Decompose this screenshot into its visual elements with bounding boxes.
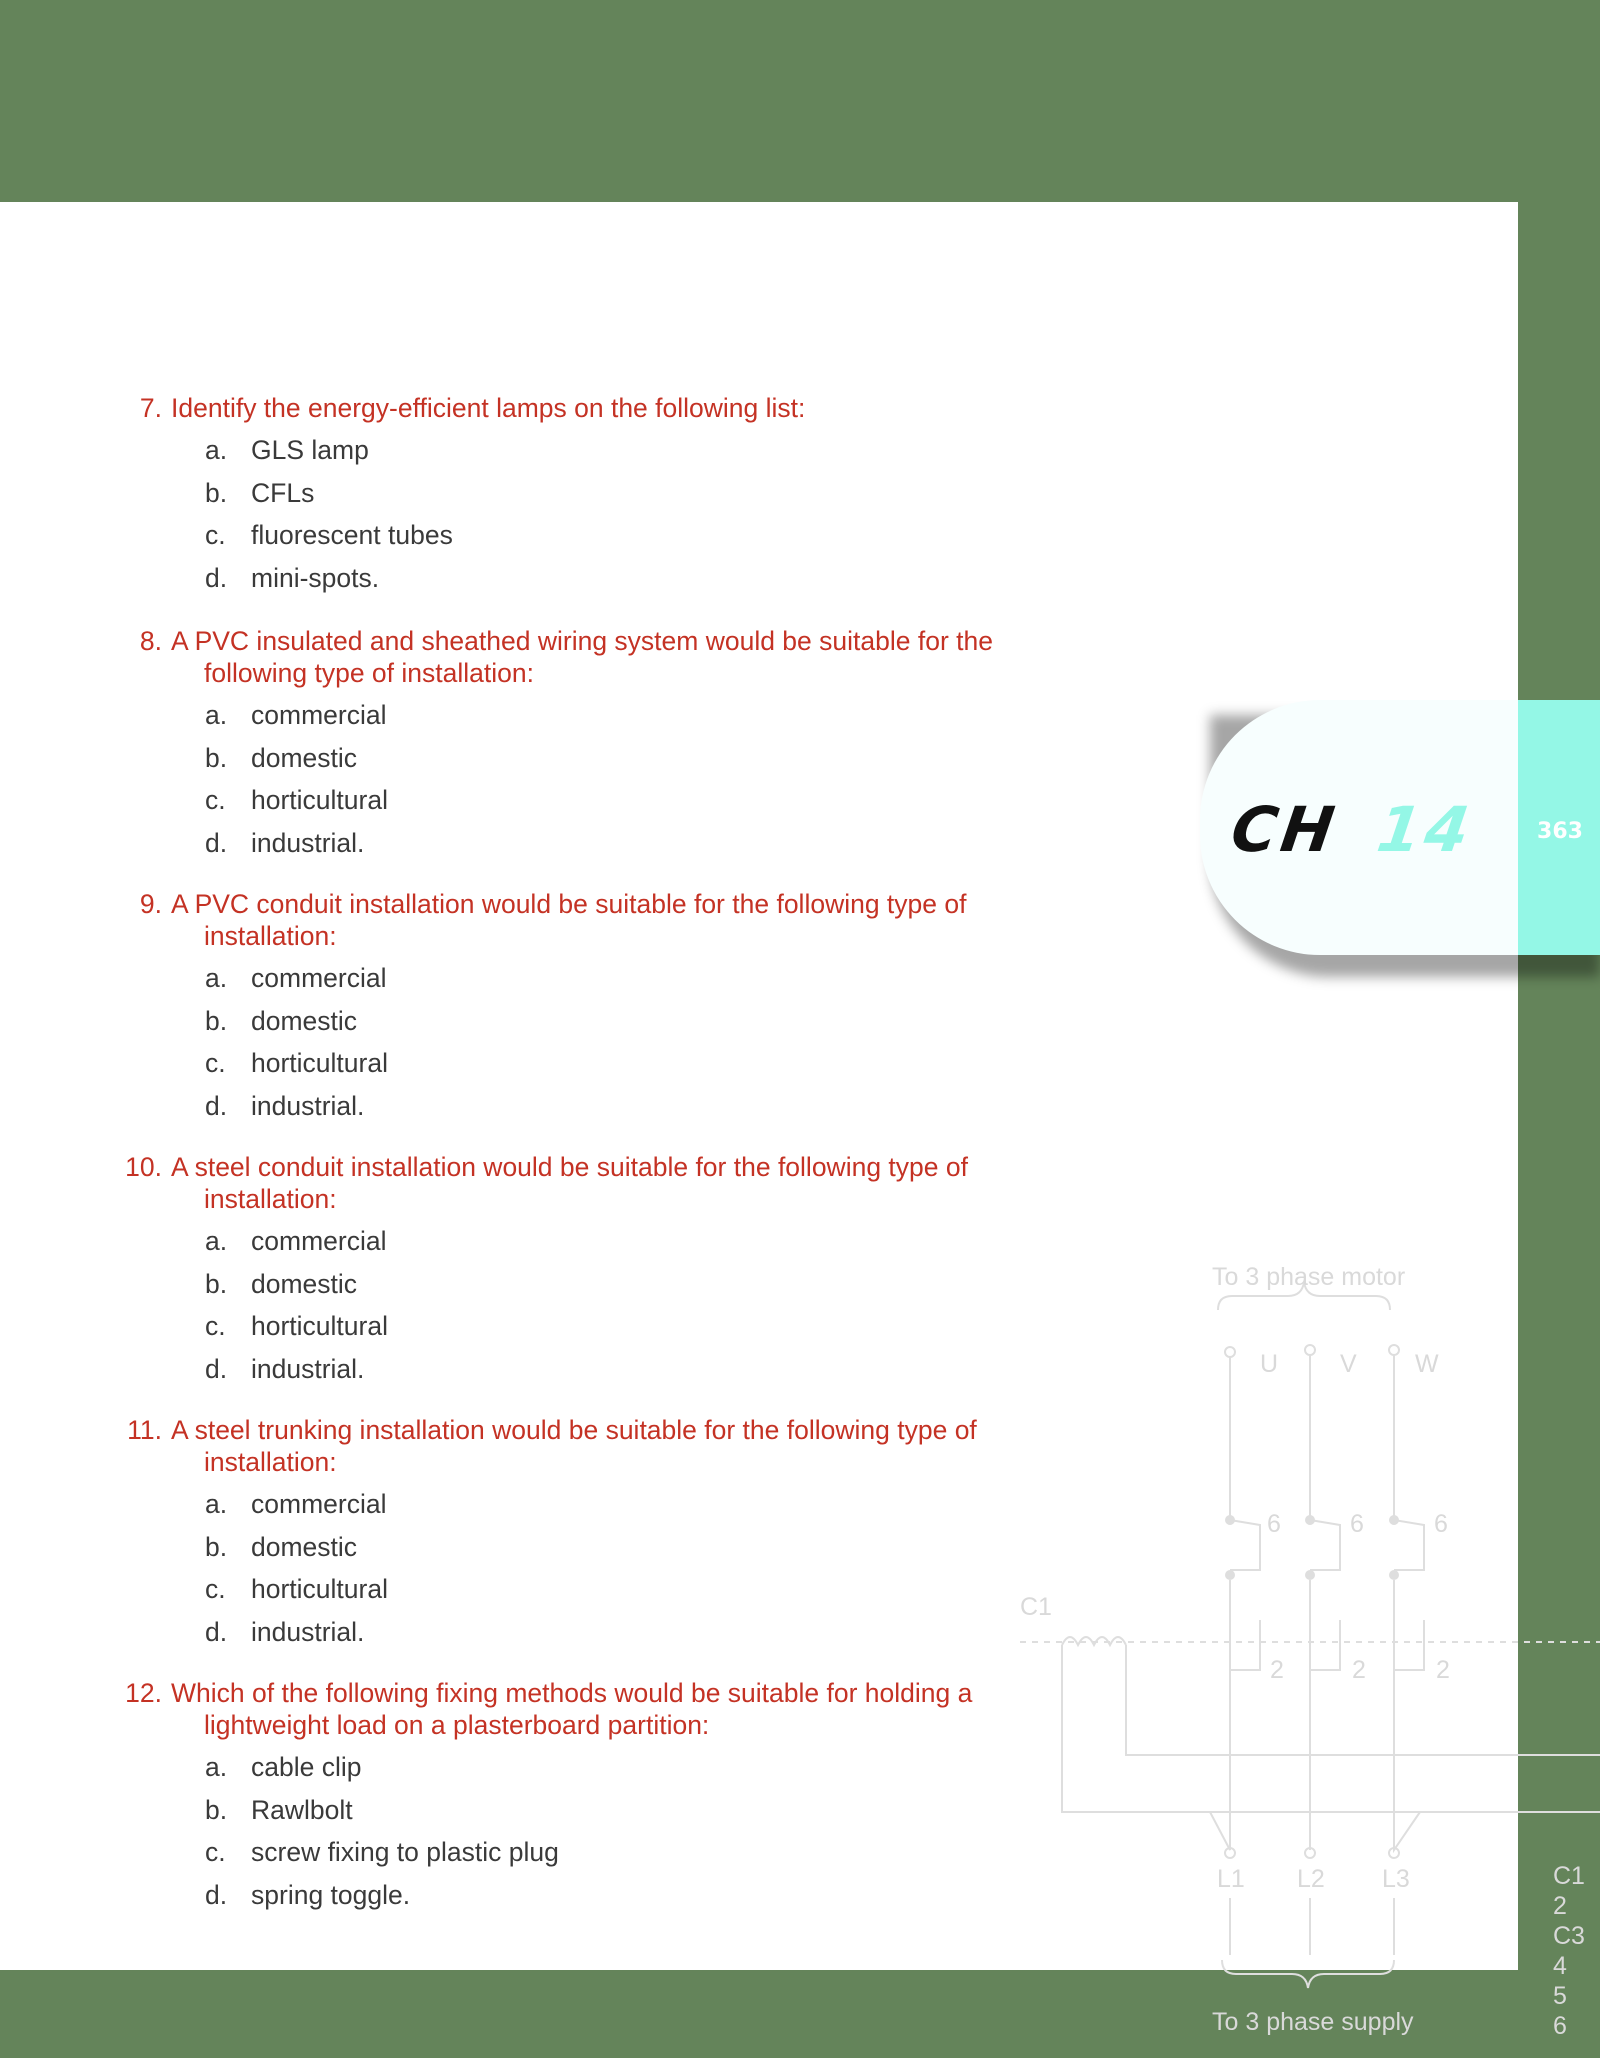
question-text: lightweight load on a plasterboard partition:	[204, 1710, 710, 1740]
option-letter: a.	[205, 1226, 228, 1256]
option-letter: d.	[205, 562, 228, 593]
question-text: A PVC conduit installation would be suitable for the following type of	[171, 889, 967, 919]
question-text: Which of the following fixing methods would be suitable for holding a	[171, 1678, 973, 1708]
option-letter: d.	[205, 1616, 228, 1647]
option-text: commercial	[251, 700, 387, 730]
bottom-brace	[1222, 1960, 1394, 1988]
option-letter: b.	[205, 1268, 228, 1299]
chapter-number: 14	[1372, 793, 1478, 866]
question-number: 7.	[139, 393, 162, 423]
option-letter: b.	[205, 1005, 228, 1036]
option-text: industrial.	[251, 827, 365, 858]
option-letter: c.	[205, 520, 226, 550]
terminal-u: U	[1260, 1350, 1279, 1378]
terminal-l2: L2	[1297, 1865, 1325, 1893]
question-text: following type of installation:	[204, 658, 534, 688]
circuit-bottom-label: To 3 phase supply	[1212, 2008, 1414, 2036]
option-letter: c.	[205, 1048, 226, 1078]
option-letter: d.	[205, 827, 228, 858]
option-letter: c.	[205, 1574, 226, 1604]
side-label: 4	[1553, 1952, 1567, 1980]
circuit-diagram	[1020, 1250, 1600, 2058]
option-text: domestic	[251, 1268, 358, 1299]
question-text: installation:	[204, 921, 337, 951]
option-letter: b.	[205, 1531, 228, 1562]
option-text: GLS lamp	[251, 435, 369, 465]
contact-label-upper-1: 6	[1267, 1510, 1281, 1538]
option-text: domestic	[251, 1005, 358, 1036]
question-number: 10.	[125, 1152, 162, 1182]
option-letter: d.	[205, 1879, 228, 1910]
side-label: C1	[1553, 1862, 1585, 1890]
option-text: screw fixing to plastic plug	[251, 1837, 559, 1867]
chapter-label: CH	[1226, 793, 1343, 866]
option-letter: b.	[205, 742, 228, 773]
option-letter: c.	[205, 785, 226, 815]
terminal-w: W	[1415, 1350, 1439, 1378]
option-text: industrial.	[251, 1353, 365, 1384]
question-text: A PVC insulated and sheathed wiring system would be suitable for the	[171, 626, 993, 656]
terminal-l3: L3	[1382, 1865, 1410, 1893]
question-number: 11.	[127, 1415, 162, 1445]
option-text: horticultural	[251, 1311, 388, 1341]
question-number: 9.	[139, 889, 162, 919]
contact-label-upper-2: 6	[1350, 1510, 1364, 1538]
side-label: 2	[1553, 1892, 1567, 1920]
option-text: commercial	[251, 963, 387, 993]
page-number: 363	[1537, 819, 1583, 844]
side-labels	[1553, 1862, 1585, 2040]
question-number: 12.	[125, 1678, 162, 1708]
option-letter: a.	[205, 1489, 228, 1519]
option-text: domestic	[251, 742, 358, 773]
option-text: horticultural	[251, 1574, 388, 1604]
side-label: 6	[1553, 2012, 1567, 2040]
circuit-top-label: To 3 phase motor	[1212, 1263, 1406, 1291]
option-letter: d.	[205, 1090, 228, 1121]
contact-label-lower-3: 2	[1436, 1656, 1450, 1684]
question-text: A steel conduit installation would be suitable for the following type of	[171, 1152, 968, 1182]
option-letter: b.	[205, 1794, 228, 1825]
question-text: installation:	[204, 1447, 337, 1477]
option-letter: a.	[205, 1752, 228, 1782]
coil-label: C1	[1020, 1593, 1052, 1621]
option-letter: a.	[205, 700, 228, 730]
side-label: C3	[1553, 1922, 1585, 1950]
contact-label-upper-3: 6	[1434, 1510, 1448, 1538]
option-letter: a.	[205, 963, 228, 993]
option-text: domestic	[251, 1531, 358, 1562]
option-letter: d.	[205, 1353, 228, 1384]
option-text: industrial.	[251, 1090, 365, 1121]
option-text: commercial	[251, 1226, 387, 1256]
option-text: mini-spots.	[251, 562, 380, 593]
option-text: cable clip	[251, 1752, 362, 1782]
question-number: 8.	[139, 626, 162, 656]
option-text: Rawlbolt	[251, 1794, 353, 1825]
terminal-l1: L1	[1217, 1865, 1245, 1893]
question-text: installation:	[204, 1184, 337, 1214]
option-letter: b.	[205, 477, 228, 508]
side-label: 5	[1553, 1982, 1567, 2010]
contact-label-lower-2: 2	[1352, 1656, 1366, 1684]
option-text: spring toggle.	[251, 1879, 411, 1910]
option-letter: a.	[205, 435, 228, 465]
option-text: fluorescent tubes	[251, 520, 453, 550]
question-text: A steel trunking installation would be suitable for the following type of	[171, 1415, 977, 1445]
option-letter: c.	[205, 1311, 226, 1341]
terminal-v: V	[1340, 1350, 1357, 1378]
contact-label-lower-1: 2	[1270, 1656, 1284, 1684]
option-text: horticultural	[251, 1048, 388, 1078]
option-text: CFLs	[251, 477, 315, 508]
option-text: commercial	[251, 1489, 387, 1519]
option-letter: c.	[205, 1837, 226, 1867]
option-text: horticultural	[251, 785, 388, 815]
option-text: industrial.	[251, 1616, 365, 1647]
question-text: Identify the energy-efficient lamps on the following list:	[171, 393, 806, 423]
